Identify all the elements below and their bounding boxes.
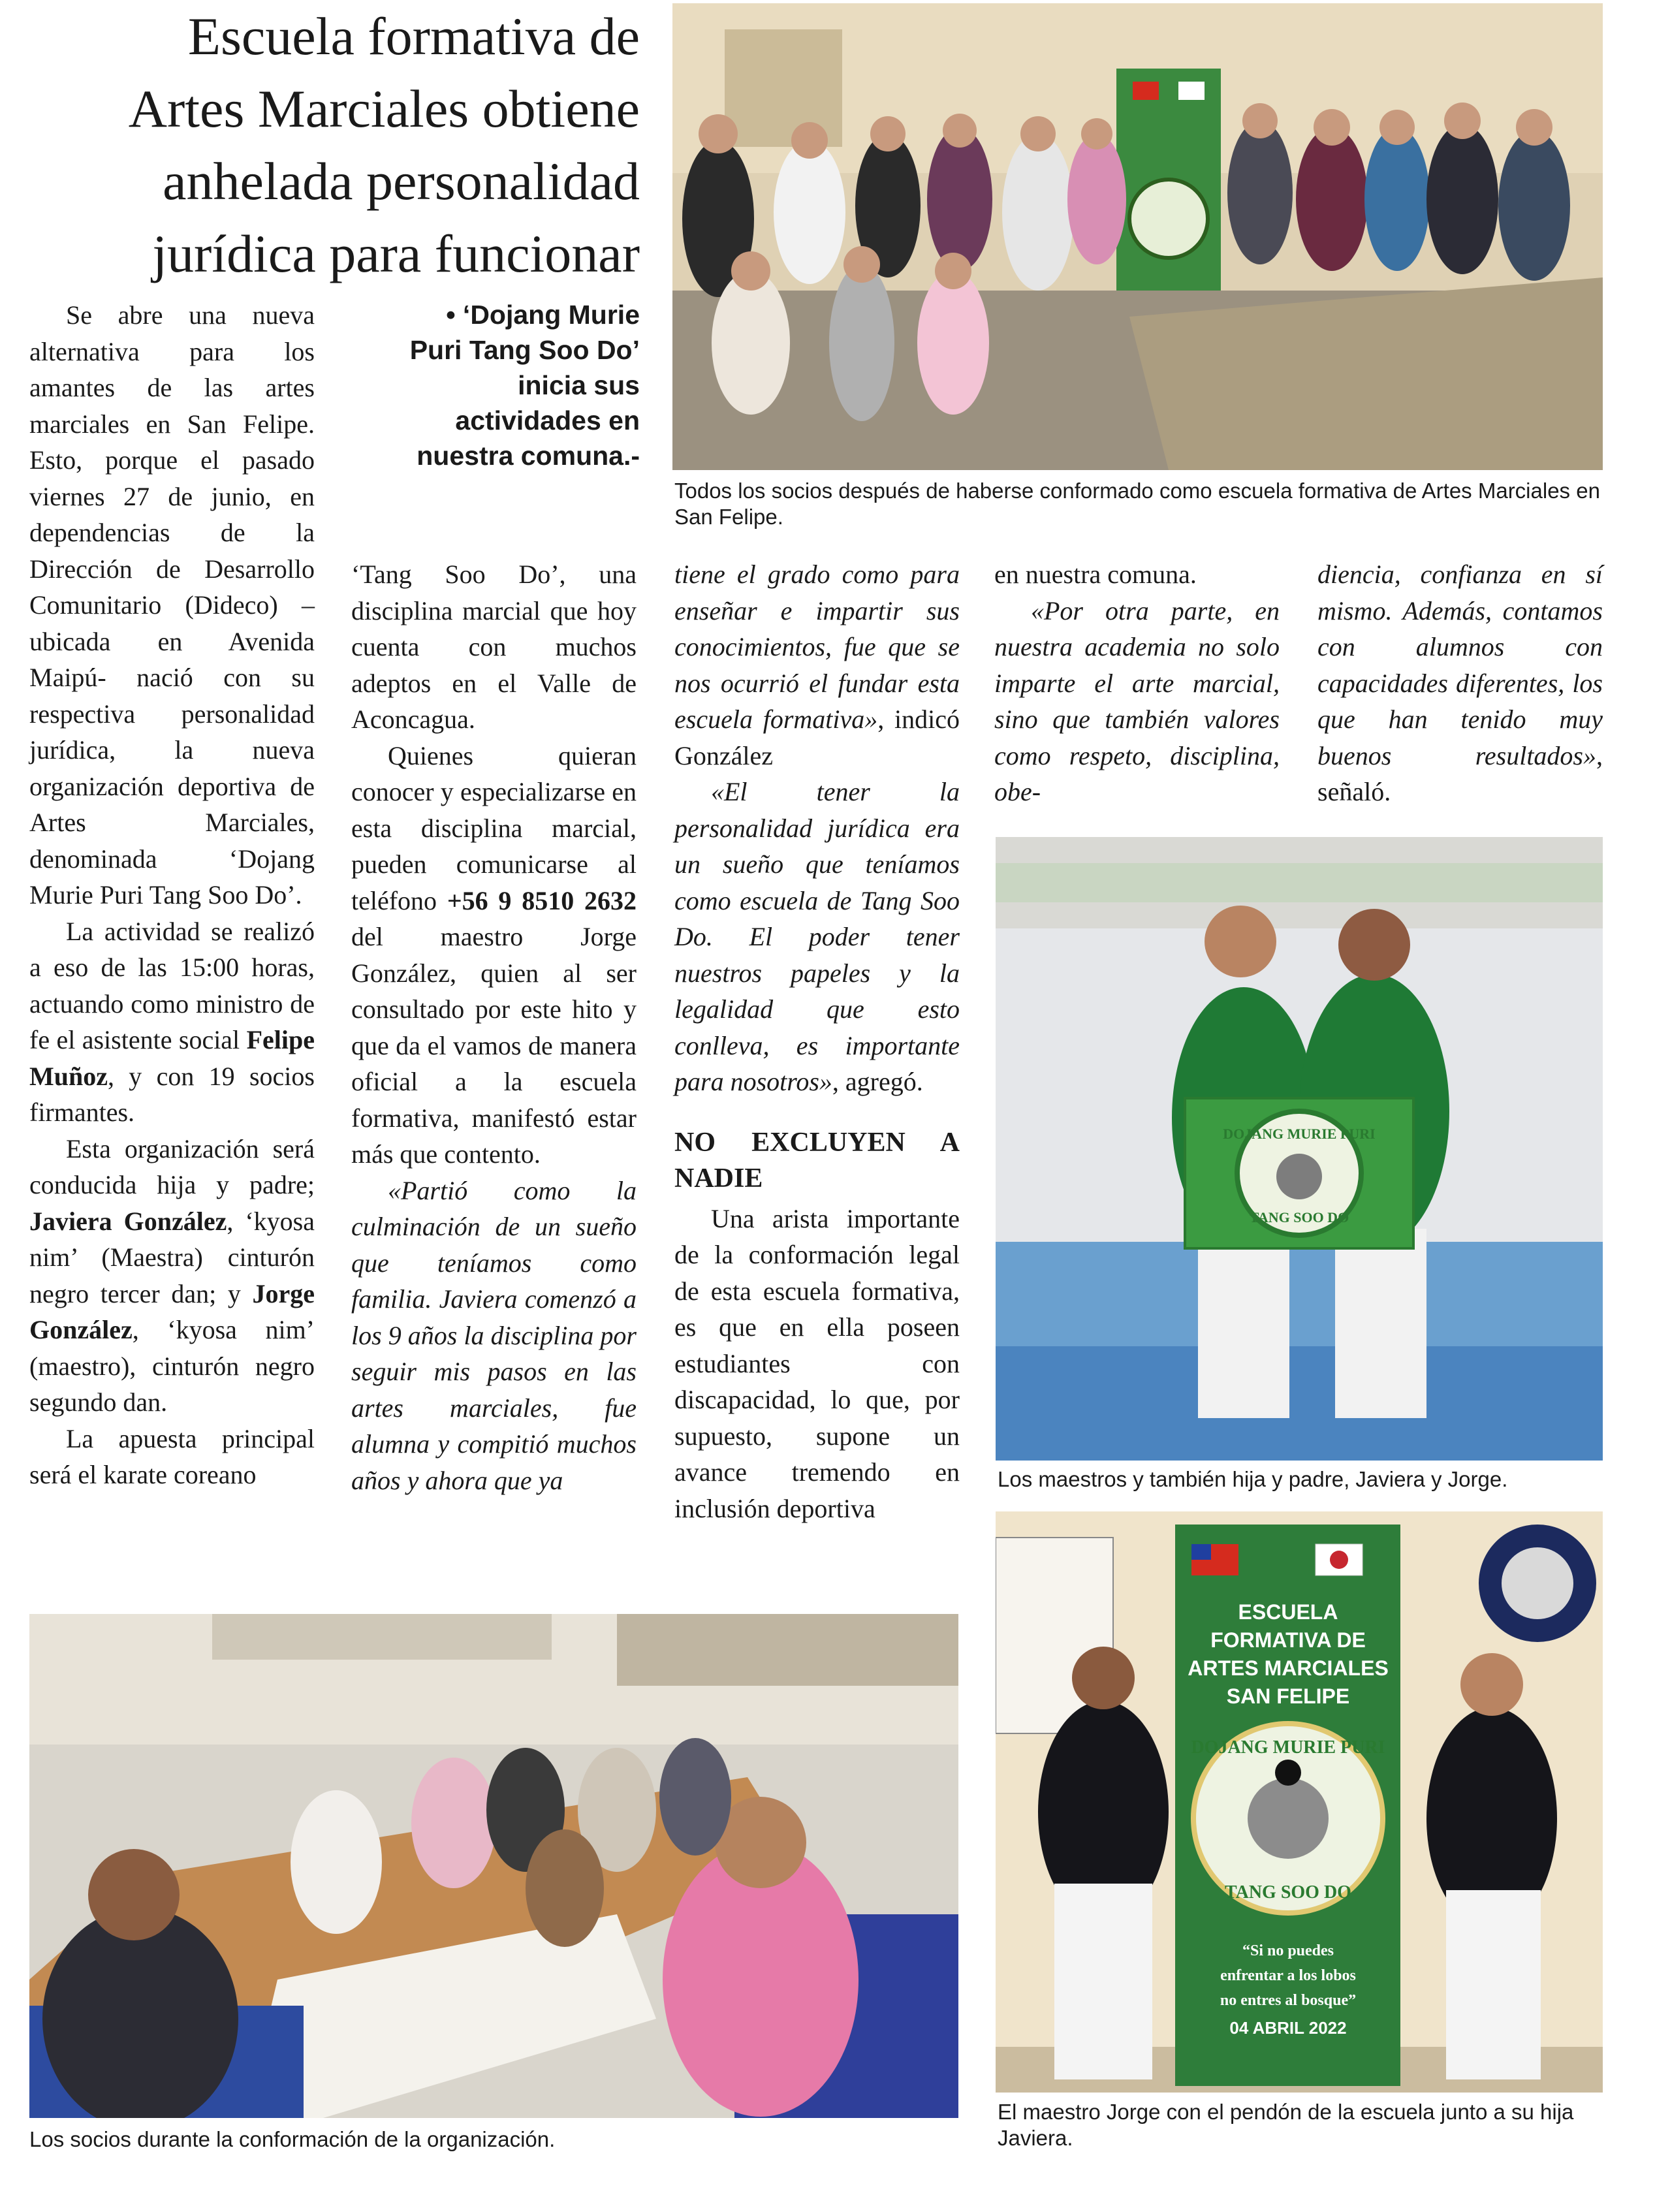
headline-line-3: anhelada personalidad bbox=[163, 151, 640, 211]
flag-arc-top: DOJANG MURIE PURI bbox=[1223, 1126, 1376, 1142]
person-name: Javiera González bbox=[29, 1206, 227, 1236]
banner-line-3: ARTES MARCIALES bbox=[1188, 1656, 1389, 1680]
article-column-3 bbox=[674, 556, 960, 1526]
flag-arc-bottom: TANG SOO DO bbox=[1249, 1209, 1349, 1225]
banner-quote-2: enfrentar a los lobos bbox=[1220, 1967, 1356, 1984]
banner-arc-bottom: TANG SOO DO bbox=[1225, 1882, 1351, 1903]
photo-caption: Los socios durante la conformación de la organización. bbox=[29, 2127, 556, 2151]
phone-number: +56 9 8510 2632 bbox=[447, 885, 637, 915]
person-name: Jorge González bbox=[29, 1278, 315, 1344]
quote-paragraph: «Por otra parte, en nuestra academia no solo imparte el arte marcial, sino que también valores como respeto, disciplina, obe- bbox=[994, 595, 1280, 806]
banner-date: 04 ABRIL 2022 bbox=[1229, 2018, 1347, 2038]
banner-line-4: SAN FELIPE bbox=[1226, 1684, 1350, 1708]
article-column-2 bbox=[351, 556, 637, 1498]
article-column-1 bbox=[29, 297, 315, 1493]
masters-with-flag-photo bbox=[996, 837, 1603, 1461]
quote-paragraph: «Partió como la culminación de un sueño que teníamos como familia. Javiera comenzó a los 9 años la disciplina por seguir mis pasos en las artes marciales, fue alumna y compitió muchos años y ahora que ya bbox=[351, 1175, 637, 1495]
banner-arc-top: DOJANG MURIE PURI bbox=[1191, 1737, 1385, 1758]
banner-photo bbox=[996, 1511, 1603, 2093]
paragraph: Esta organización será conducida hija y padre; Javiera González, ‘kyosa nim’ (Maestra) cinturón negro tercer dan; y Jorge González, ‘kyosa nim’ (maestro), cinturón negro segundo dan. bbox=[29, 1133, 315, 1417]
paragraph: La apuesta principal será el karate coreano bbox=[29, 1423, 315, 1489]
headline bbox=[26, 0, 640, 290]
headline-line-1: Escuela formativa de bbox=[187, 7, 640, 66]
group-photo bbox=[672, 3, 1603, 470]
quote-paragraph: «El tener la personalidad jurídica era un sueño que teníamos como escuela de Tang Soo Do. El poder tener nuestros papeles y la legalidad que esto conlleva, es importante para nosotros», agregó. bbox=[674, 777, 960, 1096]
article-column-5 bbox=[1317, 556, 1603, 810]
paragraph: Quienes quieran conocer y especializarse en esta disciplina marcial, pueden comunicarse al teléfono +56 9 8510 2632 del maestro Jorge González, quien al ser consultado por este hito y que da el vamos de manera oficial a la escuela formativa, manifestó estar más que contento. bbox=[351, 740, 637, 1169]
article-column-4 bbox=[994, 556, 1280, 810]
banner-line-2: FORMATIVA DE bbox=[1210, 1628, 1366, 1652]
banner-line-1: ESCUELA bbox=[1238, 1600, 1338, 1624]
paragraph: Se abre una nueva alternativa para los amantes de las artes marciales en San Felipe. Esto, porque el pasado viernes 27 de junio, en dependencias de la Dirección de Desarrollo Comunitario (Dideco) –ubicada en Avenida Maipú- nació con su respectiva personalidad jurídica, la nueva organización deportiva de Artes Marciales, denominada ‘Dojang Murie Puri Tang Soo Do’. bbox=[29, 300, 315, 909]
meeting-photo bbox=[29, 1614, 958, 2118]
photo-caption: El maestro Jorge con el pendón de la escuela junto a su hija Javiera. bbox=[998, 2100, 1574, 2150]
paragraph: Una arista importante de la conformación legal de esta escuela formativa, es que en ella poseen estudiantes con discapacidad, lo que, por supuesto, supone un avance tremendo en inclusión deportiva bbox=[674, 1203, 960, 1523]
photo-caption: Los maestros y también hija y padre, Javiera y Jorge. bbox=[998, 1467, 1508, 1491]
quote-paragraph: diencia, confianza en sí mismo. Además, contamos con alumnos con capacidades diferentes, los que han tenido muy buenos resultados», señaló. bbox=[1317, 560, 1603, 806]
banner-quote-1: “Si no puedes bbox=[1242, 1942, 1334, 1959]
person-name: Felipe Muñoz bbox=[29, 1025, 315, 1091]
paragraph: ‘Tang Soo Do’, una disciplina marcial que hoy cuenta con muchos adeptos en el Valle de Aconcagua. bbox=[351, 560, 637, 734]
banner-quote-3: no entres al bosque” bbox=[1220, 1992, 1357, 2009]
headline-line-2: Artes Marciales obtiene bbox=[128, 79, 640, 138]
headline-line-4: jurídica para funcionar bbox=[152, 224, 640, 283]
paragraph: en nuestra comuna. bbox=[994, 560, 1197, 589]
article-highlight: • ‘Dojang Murie Puri Tang Soo Do’ inicia sus actividades en nuestra comuna.- bbox=[409, 300, 640, 471]
paragraph: La actividad se realizó a eso de las 15:00 horas, actuando como ministro de fe el asistente social Felipe Muñoz, y con 19 socios firmantes. bbox=[29, 916, 315, 1127]
subheading: NO EXCLUYEN A NADIE bbox=[674, 1127, 960, 1193]
photo-caption: Todos los socios después de haberse conformado como escuela formativa de Artes Marciales en San Felipe. bbox=[674, 479, 1600, 529]
quote-paragraph: tiene el grado como para enseñar e impartir sus conocimientos, fue que se nos ocurrió el fundar esta escuela formativa», indicó González bbox=[674, 560, 960, 770]
